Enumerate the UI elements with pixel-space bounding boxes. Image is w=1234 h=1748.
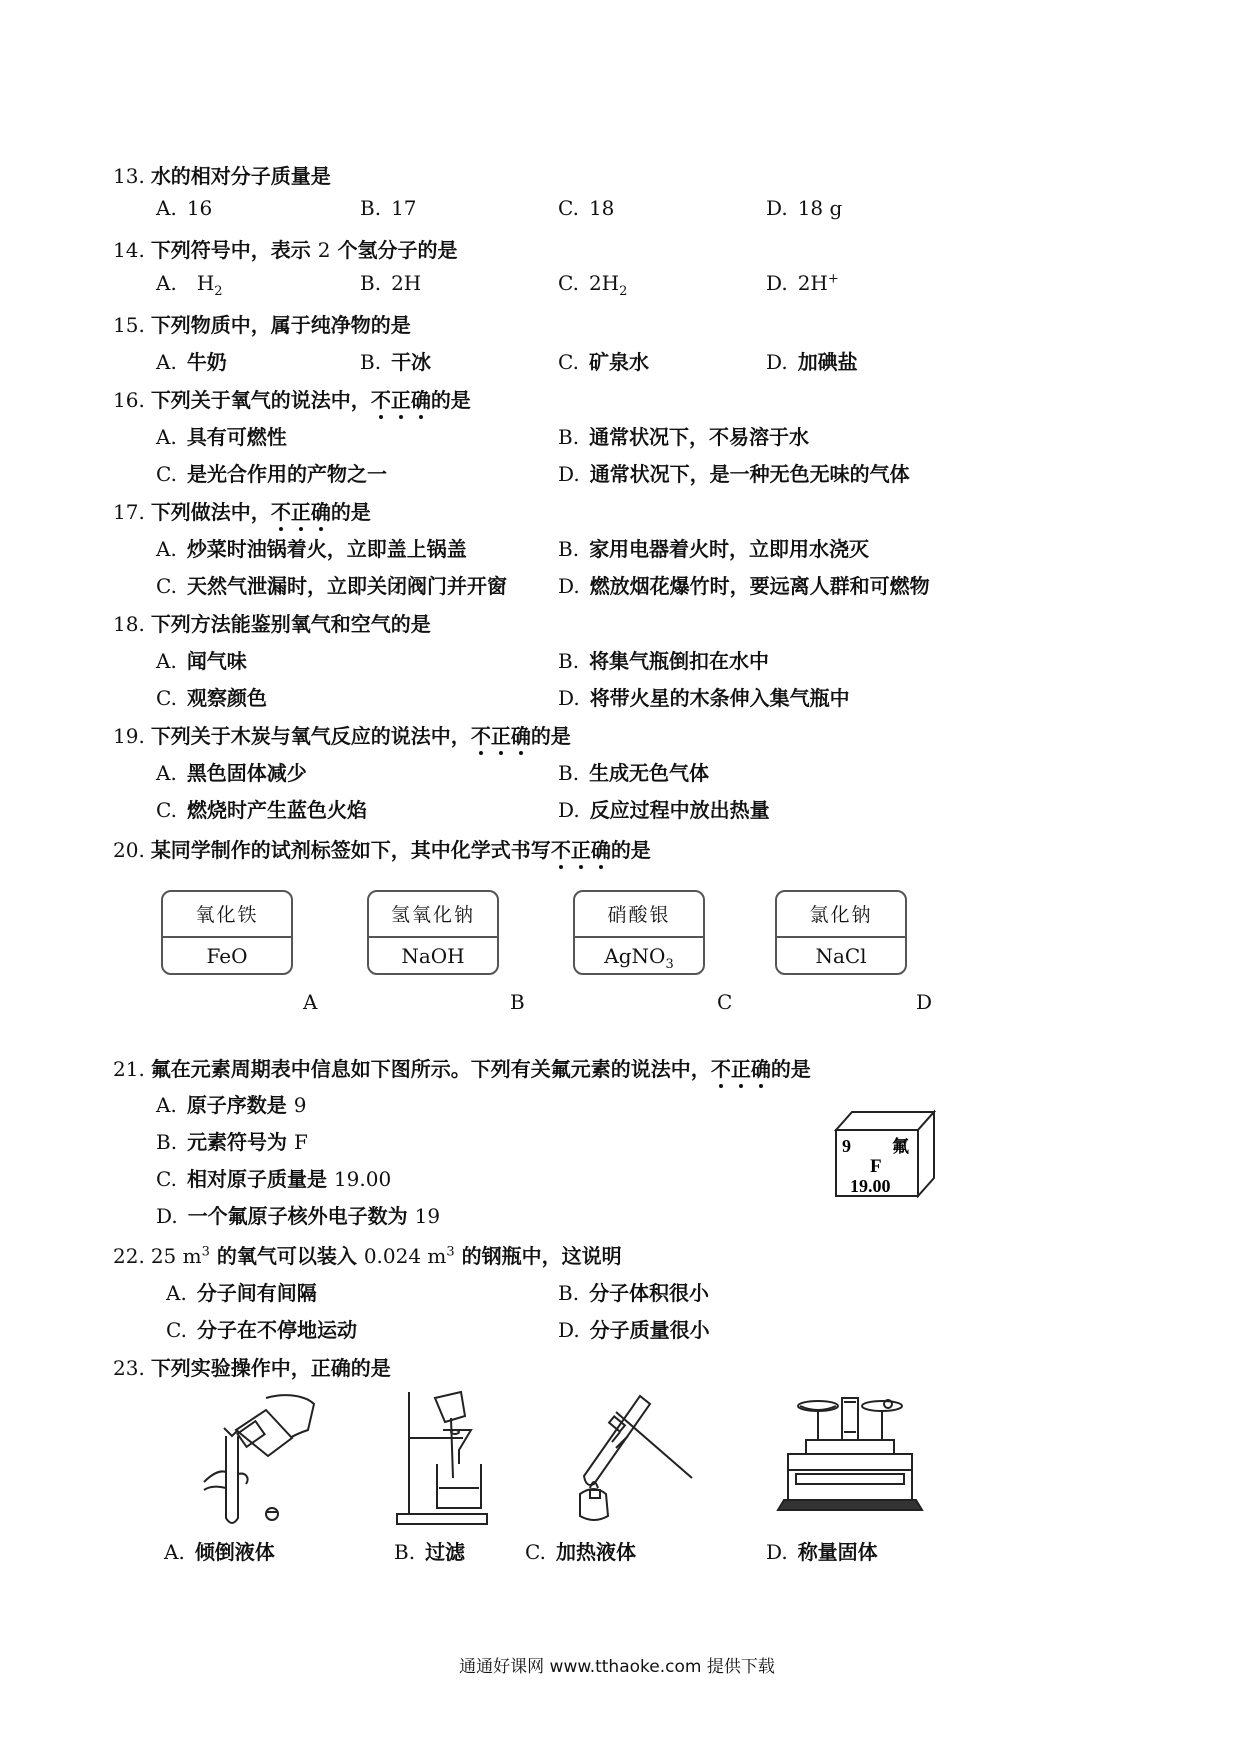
periodic-element-box [834, 1108, 936, 1198]
question-15: 15. 下列物质中，属于纯净物的是 [113, 313, 411, 337]
option-d: D. 称量固体 [766, 1540, 878, 1564]
reagent-name: 氢氧化钠 [369, 892, 497, 938]
pouring-liquid-illustration [196, 1390, 326, 1530]
option-a: A. 原子序数是 9 [156, 1093, 307, 1117]
option-d: D. 将带火星的木条伸入集气瓶中 [558, 686, 850, 710]
option-d: D. 分子质量很小 [558, 1318, 710, 1342]
label-letter-d: D [916, 990, 933, 1014]
question-22: 22. 25 $m^3$ 的氧气可以装入 0.024 $m^3$ 的钢瓶中，这说明 [113, 1244, 622, 1268]
option-d: D. 一个氟原子核外电子数为 19 [156, 1204, 441, 1228]
element-symbol: F [870, 1156, 882, 1177]
reagent-formula: NaOH [401, 944, 465, 968]
heating-liquid-illustration [564, 1390, 704, 1530]
reagent-label-c [573, 890, 705, 975]
option-a: A. 具有可燃性 [156, 425, 287, 449]
option-c: C. 矿泉水 [558, 350, 649, 374]
option-d: D. 通常状况下，是一种无色无味的气体 [558, 462, 910, 486]
option-b: B. 元素符号为 F [156, 1130, 308, 1154]
label-letter-a: A [303, 990, 318, 1014]
element-name: 氟 [892, 1137, 909, 1157]
reagent-formula: NaCl [815, 944, 867, 968]
question-stem: 水的相对分子质量是 [150, 164, 331, 188]
option-b: B. 家用电器着火时，立即用水浇灭 [558, 537, 870, 561]
option-a: A. 炒菜时油锅着火，立即盖上锅盖 [156, 537, 467, 561]
option-d: D. 燃放烟花爆竹时，要远离人群和可燃物 [558, 574, 930, 598]
question-19: 19. 下列关于木炭与氧气反应的说法中，不正确的是 [113, 720, 571, 749]
question-number: 13. [113, 164, 145, 188]
label-letter-c: C [717, 990, 733, 1014]
option-c: C. 观察颜色 [156, 686, 267, 710]
question-18: 18. 下列方法能鉴别氧气和空气的是 [113, 612, 431, 636]
option-c: C. 加热液体 [525, 1540, 636, 1564]
option-a: A. 分子间有间隔 [166, 1281, 317, 1305]
option-d: D. 反应过程中放出热量 [558, 798, 770, 822]
reagent-name: 氯化钠 [777, 892, 905, 938]
option-c: C. $2H_2$ [558, 271, 628, 299]
option-a: A. 牛奶 [156, 350, 227, 374]
option-d: D. 18 g [766, 196, 843, 220]
option-a: A. 闻气味 [156, 649, 247, 673]
option-a: A. 黑色固体减少 [156, 761, 307, 785]
option-c: C. 相对原子质量是 19.00 [156, 1167, 392, 1191]
footer-credit: 通通好课网 www.tthaoke.com 提供下载 [459, 1657, 775, 1677]
reagent-formula: FeO [206, 944, 248, 968]
reagent-formula: AgNO$_3$ [604, 944, 674, 972]
option-b: B. 分子体积很小 [558, 1281, 710, 1305]
question-14: 14. 下列符号中，表示 2 个氢分子的是 [113, 238, 458, 262]
option-a: A. $H_2$ [156, 271, 223, 299]
reagent-name: 硝酸银 [575, 892, 703, 938]
reagent-label-b [367, 890, 499, 975]
option-c: C. 燃烧时产生蓝色火焰 [156, 798, 367, 822]
element-number: 9 [842, 1136, 851, 1156]
reagent-label-d [775, 890, 907, 975]
option-b: B. 过滤 [394, 1540, 466, 1564]
option-b: B. 干冰 [360, 350, 432, 374]
element-mass: 19.00 [850, 1176, 891, 1196]
question-23: 23. 下列实验操作中，正确的是 [113, 1356, 391, 1380]
option-d: D. 加碘盐 [766, 350, 858, 374]
option-c: C. 18 [558, 196, 615, 220]
option-b: B. 通常状况下，不易溶于水 [558, 425, 810, 449]
question-20: 20. 某同学制作的试剂标签如下，其中化学式书写不正确的是 [113, 834, 651, 863]
reagent-name: 氧化铁 [163, 892, 291, 938]
question-21: 21. 氟在元素周期表中信息如下图所示。下列有关氟元素的说法中，不正确的是 [113, 1053, 811, 1082]
option-b: B. 2H [360, 271, 422, 295]
option-c: C. 天然气泄漏时，立即关闭阀门并开窗 [156, 574, 507, 598]
option-a: A. 16 [156, 196, 213, 220]
question-16: 16. 下列关于氧气的说法中，不正确的是 [113, 384, 471, 413]
weighing-balance-illustration [770, 1392, 930, 1522]
option-b: B. 将集气瓶倒扣在水中 [558, 649, 770, 673]
question-17: 17. 下列做法中，不正确的是 [113, 496, 371, 525]
option-d: D. 2H+ [766, 271, 839, 295]
filtration-illustration [393, 1388, 493, 1528]
option-b: B. 17 [360, 196, 417, 220]
option-a: A. 倾倒液体 [164, 1540, 275, 1564]
question-13 [113, 160, 331, 189]
option-c: C. 分子在不停地运动 [166, 1318, 357, 1342]
reagent-label-a [161, 890, 293, 975]
option-b: B. 生成无色气体 [558, 761, 710, 785]
option-c: C. 是光合作用的产物之一 [156, 462, 387, 486]
label-letter-b: B [510, 990, 525, 1014]
